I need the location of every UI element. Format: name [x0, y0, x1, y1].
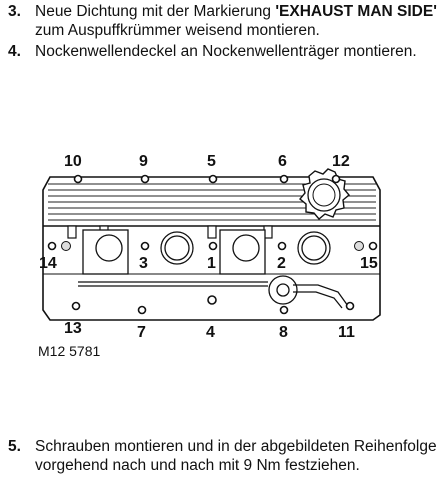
bolt-15 [370, 243, 377, 250]
step-text-after: zum Auspuffkrümmer weisend montieren. [35, 22, 320, 39]
callout-7: 7 [137, 324, 146, 341]
bolt-7 [139, 307, 146, 314]
callout-3: 3 [139, 255, 148, 272]
bolt-11 [347, 303, 354, 310]
step-text-before: Neue Dichtung mit der Markierung [35, 3, 276, 20]
bolt-10 [75, 176, 82, 183]
callout-13: 13 [64, 320, 82, 337]
bolt-14 [49, 243, 56, 250]
bolt-4 [208, 296, 216, 304]
bolt-12 [333, 176, 340, 183]
step-number: 3. [8, 3, 21, 20]
bolt-1 [210, 243, 217, 250]
callout-4: 4 [206, 324, 215, 341]
callout-5: 5 [207, 153, 216, 170]
callout-12: 12 [332, 153, 350, 170]
figure-id: M12 5781 [38, 343, 101, 359]
callout-8: 8 [279, 324, 288, 341]
callout-11: 11 [338, 324, 355, 341]
callout-9: 9 [139, 153, 148, 170]
bolt-13 [73, 303, 80, 310]
bolt-9 [142, 176, 149, 183]
bolt-3 [142, 243, 149, 250]
bolt-5 [210, 176, 217, 183]
gasket-marking: 'EXHAUST MAN SIDE' [275, 3, 437, 20]
callout-15: 15 [360, 255, 378, 272]
bolt-6 [281, 176, 288, 183]
step-text: Schrauben montieren und in der abgebildeten Reihenfolge vorgehend nach und nach mit 9 Nm festziehen. [35, 438, 437, 474]
bolt-8 [281, 307, 288, 314]
step-number: 4. [8, 43, 21, 60]
bolt-2 [279, 243, 286, 250]
callout-10: 10 [64, 153, 82, 170]
step-number: 5. [8, 438, 21, 455]
callout-14: 14 [39, 255, 57, 272]
step-text [35, 2, 438, 40]
callout-6: 6 [278, 153, 287, 170]
step-text: Nockenwellendeckel an Nockenwellenträger montieren. [35, 43, 417, 60]
cam-cover-diagram [38, 150, 388, 370]
callout-1: 1 [207, 255, 216, 272]
callout-2: 2 [277, 255, 286, 272]
